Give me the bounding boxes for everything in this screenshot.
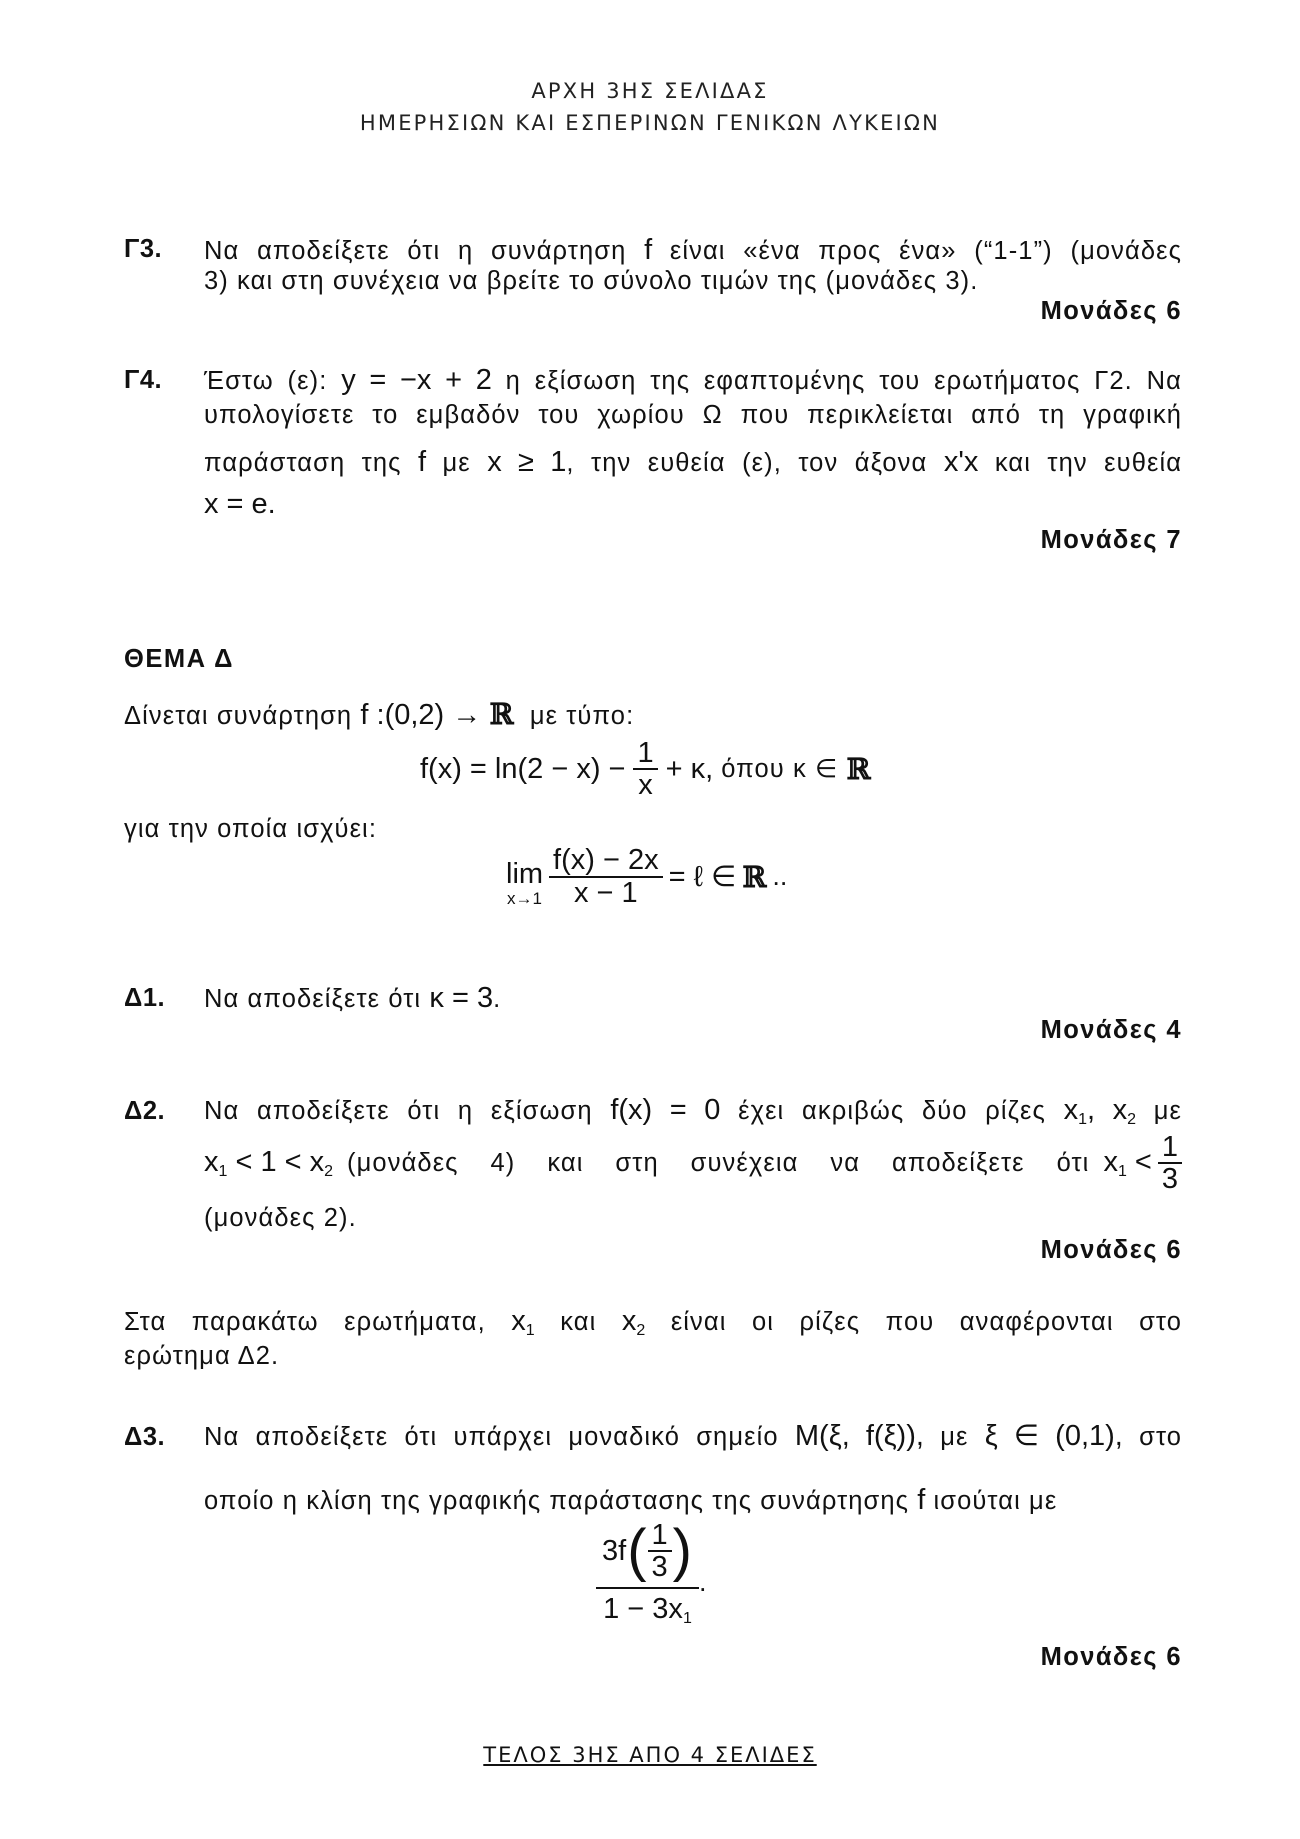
question-g4-label: Γ4. (124, 366, 163, 394)
limit-fraction: $\frac{f(x) - 2x}{x - 1}$ (549, 845, 663, 908)
limit-operator: lim x→1 (506, 858, 544, 908)
question-g4-line2: υπολογίσετε το εμβαδόν του χωρίου Ω που περικλείεται από τη γραφική (204, 401, 1182, 429)
one-third-fraction: $\frac{1}{3}$ (1158, 1132, 1182, 1195)
question-d2-line2: $x_1 < 1 < x_2$ (μονάδες 4) και στη συνέχεια να αποδείξετε ότι $x_1$ < $\frac{1}{3}$ (204, 1132, 1182, 1195)
x1-less-than: $x_1$ < (1103, 1145, 1152, 1180)
function-formula: f(x) = ln(2 − x) − $\frac{1}{x}$ + κ, όπου κ ∈ ℝ (420, 737, 871, 802)
slope-expression: 3f ( $\frac{1}{3}$ ) $1 - 3x_1$ . (596, 1520, 707, 1628)
question-g4-line4: x = e. (204, 488, 276, 520)
question-g3-label: Γ3. (124, 235, 163, 263)
question-g4-line3: παράσταση της f με x ≥ 1, την ευθεία (ε), τον άξονα x'x και την ευθεία (204, 446, 1183, 478)
page-footer: ΤΕΛΟΣ 3ΗΣ ΑΠΟ 4 ΣΕΛΙΔΕΣ (483, 1743, 817, 1767)
slope-denominator: $1 - 3x_1$ (603, 1592, 692, 1627)
root-x1: $x_1$ (511, 1305, 535, 1339)
question-d1-label: Δ1. (124, 984, 166, 1012)
roots-note-line2: ερώτημα Δ2. (124, 1342, 280, 1370)
question-d1-points: Μονάδες 4 (1040, 1016, 1182, 1044)
function-definition: Δίνεται συνάρτηση f :(0,2) → ℝ με τύπο: (124, 697, 635, 731)
question-g3-line1: Να αποδείξετε ότι η συνάρτηση f είναι «ένα προς ένα» (“1-1”) (μονάδες (204, 234, 1182, 266)
question-d3-line2: οποίο η κλίση της γραφικής παράστασης της συνάρτησης f ισούται με (204, 1484, 1058, 1516)
question-d3-points: Μονάδες 6 (1040, 1643, 1182, 1671)
question-d1-text: Να αποδείξετε ότι κ = 3. (204, 982, 502, 1014)
condition-intro: για την οποία ισχύει: (124, 815, 378, 843)
roots-note-line1: Στα παρακάτω ερωτήματα, $x_1$ και $x_2$ είναι οι ρίζες που αναφέρονται στο (124, 1305, 1183, 1339)
question-g4-points: Μονάδες 7 (1040, 526, 1182, 554)
question-d2-line3: (μονάδες 2). (204, 1204, 357, 1232)
section-title: ΘΕΜΑ Δ (124, 645, 234, 673)
page-header-line2: ΗΜΕΡΗΣΙΩΝ ΚΑΙ ΕΣΠΕΡΙΝΩΝ ΓΕΝΙΚΩΝ ΛΥΚΕΙΩΝ (359, 111, 941, 135)
question-d3-label: Δ3. (124, 1423, 166, 1451)
roots-order: $x_1 < 1 < x_2$ (204, 1145, 334, 1180)
slope-fraction (596, 1520, 699, 1628)
question-d2-label: Δ2. (124, 1097, 166, 1125)
question-d2-points: Μονάδες 6 (1040, 1236, 1182, 1264)
left-paren: ( (627, 1518, 647, 1584)
slope-numerator: 3f ( $\frac{1}{3}$ ) (596, 1520, 699, 1589)
question-d2-line1: Να αποδείξετε ότι η εξίσωση f(x) = 0 έχει ακριβώς δύο ρίζες $x_1$, $x_2$ με (204, 1094, 1182, 1128)
limit-condition: lim x→1 $\frac{f(x) - 2x}{x - 1}$ = ℓ ∈ ℝ .. (506, 844, 788, 909)
question-d3-line1: Να αποδείξετε ότι υπάρχει μοναδικό σημείο M(ξ, f(ξ)), με ξ ∈ (0,1), στο (204, 1420, 1183, 1452)
inner-fraction: $\frac{1}{3}$ (648, 1520, 672, 1583)
question-g3-points: Μονάδες 6 (1040, 297, 1182, 325)
formula-fraction: $\frac{1}{x}$ (633, 738, 657, 801)
root-x2: $x_2$ (621, 1305, 646, 1339)
page-header-line1: ΑΡΧΗ 3ΗΣ ΣΕΛΙΔΑΣ (531, 79, 769, 103)
question-g4-line1: Έστω (ε): y = −x + 2 η εξίσωση της εφαπτομένης του ερωτήματος Γ2. Να (204, 364, 1183, 396)
question-g3-line2: 3) και στη συνέχεια να βρείτε το σύνολο τιμών της (μονάδες 3). (204, 267, 979, 295)
right-paren: ) (672, 1518, 692, 1584)
roots-x1-x2: $x_1$, $x_2$ (1063, 1094, 1137, 1128)
